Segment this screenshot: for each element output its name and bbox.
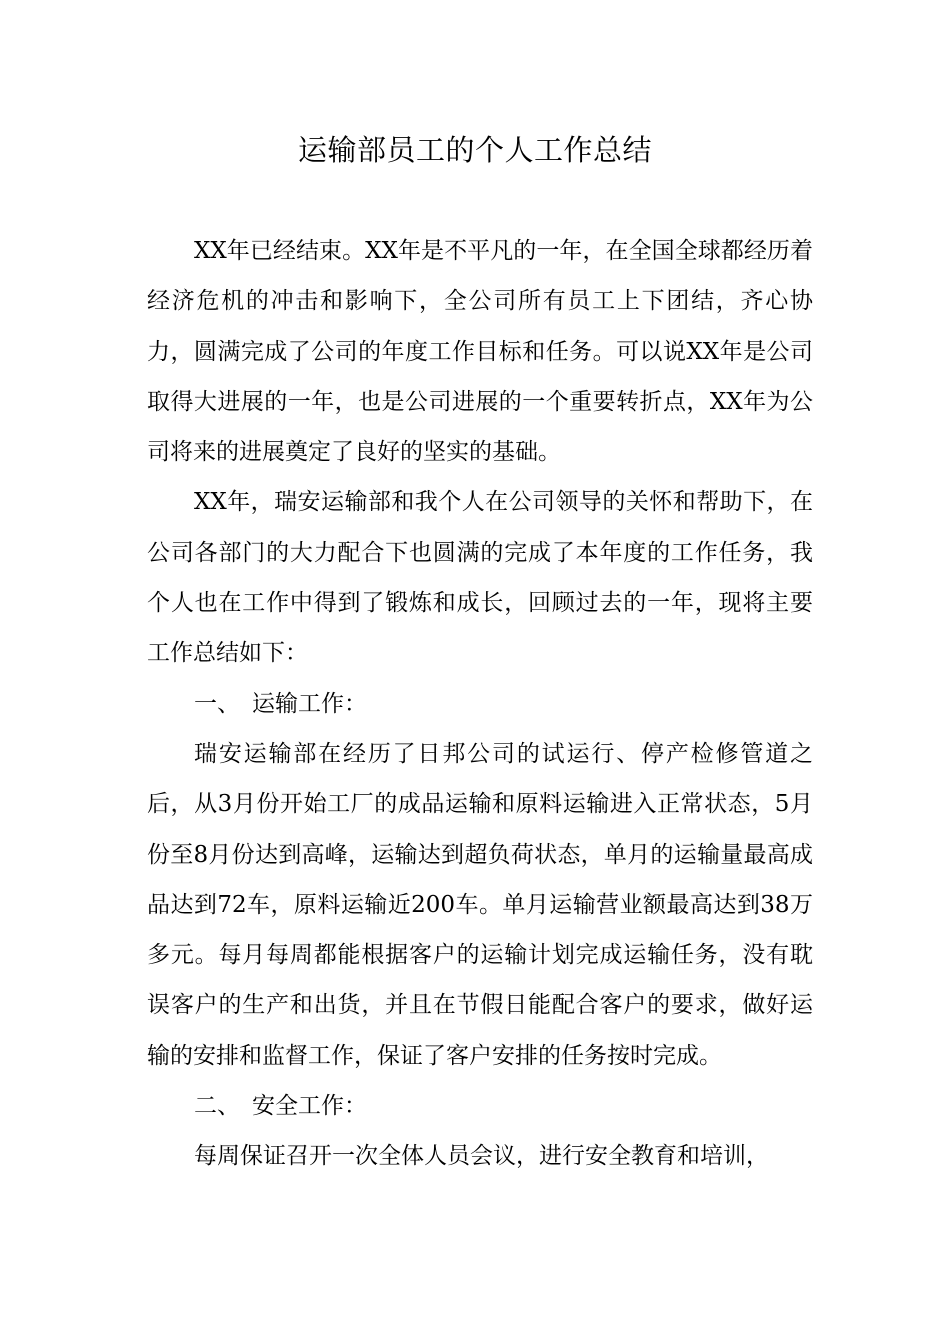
section-heading-label: 安全工作：	[252, 1093, 367, 1120]
transport-paragraph: 瑞安运输部在经历了日邦公司的试运行、停产检修管道之后，从3月份开始工厂的成品运输和原料运输进入正常状态，5月份至8月份达到高峰，运输达到超负荷状态，单月的运输量最高成品达到72车，原料运输近200车。单月运输营业额最高达到38万多元。每月每周都能根据客户的运输计划完成运输任务，没有耽误客户的生产和出货，并且在节假日能配合客户的要求，做好运输的安排和监督工作，保证了客户安排的任务按时完成。	[147, 740, 813, 1069]
safety-paragraph: 每周保证召开一次全体人员会议，进行安全教育和培训，	[194, 1143, 769, 1170]
section-heading-transport	[147, 679, 813, 729]
intro-paragraph: XX年已经结束。XX年是不平凡的一年，在全国全球都经历着经济危机的冲击和影响下，全公司所有员工上下团结，齐心协力，圆满完成了公司的年度工作目标和任务。可以说XX年是公司取得大进展的一年，也是公司进展的一个重要转折点，XX年为公司将来的进展奠定了良好的坚实的基础。	[147, 238, 813, 466]
section-number: 一、	[194, 690, 240, 717]
summary-paragraph: XX年，瑞安运输部和我个人在公司领导的关怀和帮助下，在公司各部门的大力配合下也圆满的完成了本年度的工作任务，我个人也在工作中得到了锻炼和成长，回顾过去的一年，现将主要工作总结如下：	[147, 489, 813, 667]
document-body	[147, 226, 813, 1182]
section-number: 二、	[194, 1093, 240, 1120]
section-heading-safety	[147, 1081, 813, 1131]
section-heading-label: 运输工作：	[252, 690, 367, 717]
document-title: 运输部员工的个人工作总结	[297, 133, 652, 167]
